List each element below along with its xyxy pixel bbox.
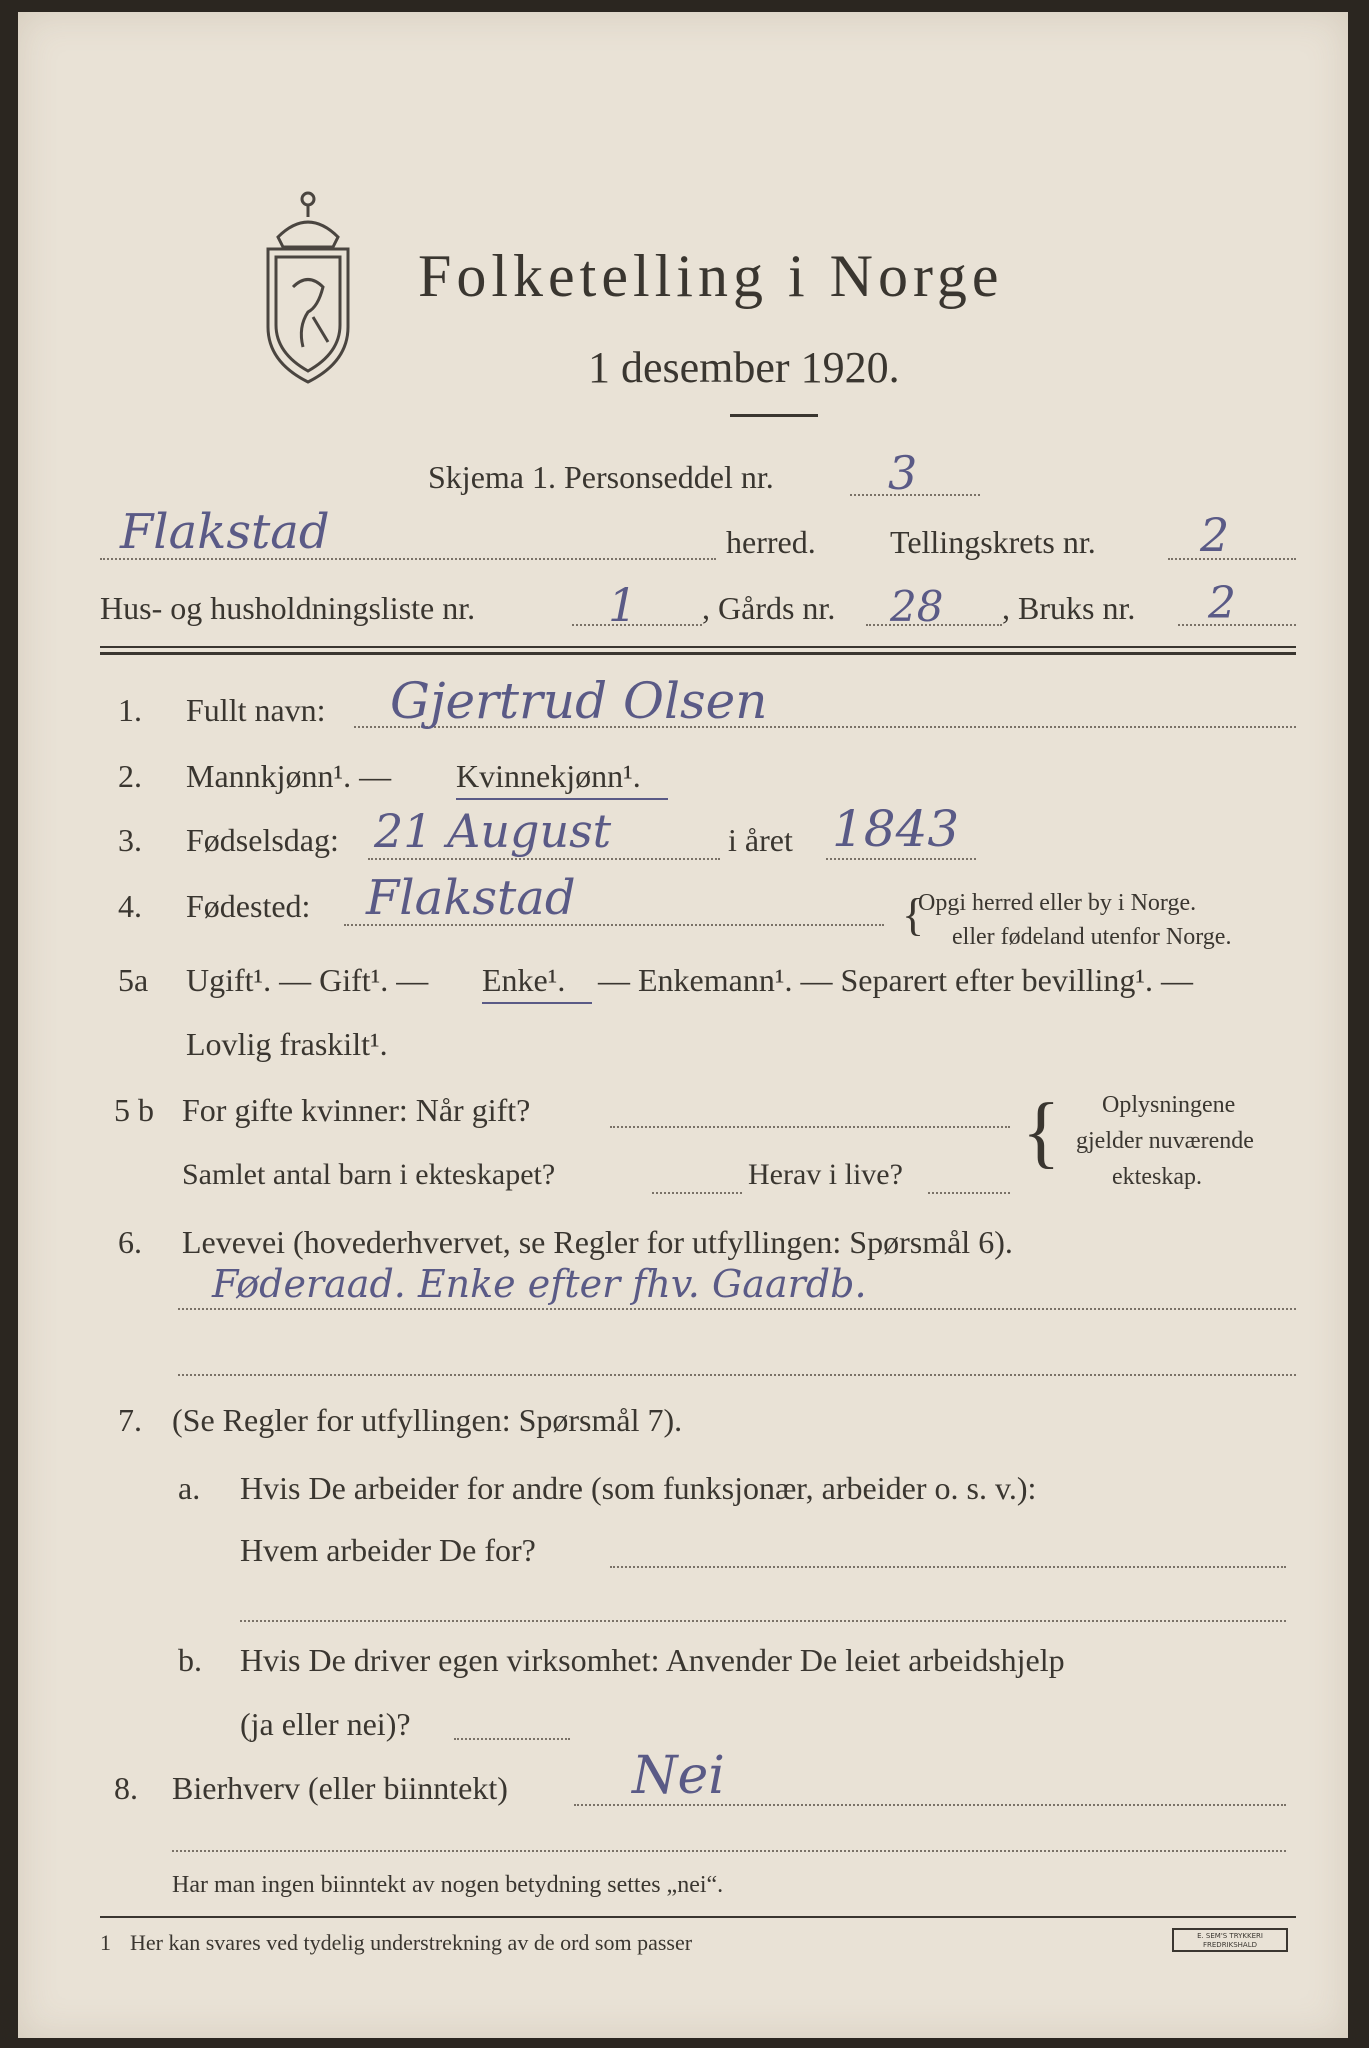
q1-value: Gjertrud Olsen (390, 672, 768, 730)
form-title: Folketelling i Norge (418, 243, 1004, 309)
q6-value: Føderaad. Enke efter fhv. Gaardb. (212, 1262, 867, 1306)
q8-number: 8. (114, 1770, 138, 1806)
q5b-label-married: For gifte kvinner: Når gift? (182, 1092, 531, 1128)
q3-year-label: i året (728, 822, 793, 858)
header-rule-top (100, 646, 1296, 648)
q5b-note-2: gjelder nuværende (1076, 1128, 1254, 1154)
q5a-number: 5a (118, 962, 149, 998)
q5b-brace: { (1022, 1088, 1061, 1176)
q3-year-value: 1843 (832, 800, 960, 858)
q5b-note-1: Oplysningene (1102, 1092, 1236, 1118)
q3-label: Fødselsdag: (186, 822, 339, 858)
q2-underline (456, 798, 668, 800)
schema-label: Skjema 1. Personseddel nr. (428, 459, 774, 495)
q6-number: 6. (118, 1224, 142, 1260)
q4-number: 4. (118, 888, 142, 924)
q7b-line (454, 1738, 570, 1740)
gards-value: 28 (890, 582, 944, 631)
q7a-text-2: Hvem arbeider De for? (240, 1532, 536, 1568)
q3-value: 21 August (374, 804, 612, 858)
q5a-underline (482, 1002, 592, 1004)
q6-line-1 (178, 1308, 1296, 1310)
title-divider (730, 414, 818, 417)
q7-label: (Se Regler for utfyllingen: Spørsmål 7). (172, 1402, 683, 1438)
q4-brace: { (902, 889, 925, 940)
q3-line (368, 858, 720, 860)
q2-option-female: Kvinnekjønn¹. (456, 758, 641, 794)
q6-label: Levevei (hovederhvervet, se Regler for utfyllingen: Spørsmål 6). (182, 1224, 1013, 1260)
q5a-options-c: — Enkemann¹. — Separert efter bevilling¹. — (598, 962, 1194, 998)
bruks-value: 2 (1208, 578, 1236, 629)
q6-line-2 (178, 1374, 1296, 1376)
footnote-rule (100, 1916, 1296, 1918)
header-rule-bottom (100, 652, 1296, 655)
q3-year-line (826, 858, 976, 860)
q7b-text: Hvis De driver egen virksomhet: Anvender De leiet arbeidshjelp (240, 1642, 1065, 1678)
gards-label: , Gårds nr. (702, 590, 836, 626)
tellingskrets-label: Tellingskrets nr. (890, 524, 1096, 560)
income-note: Har man ingen biinntekt av nogen betydning settes „nei“. (172, 1872, 724, 1898)
q5b-married-line (610, 1126, 1010, 1128)
q7b-letter: b. (178, 1642, 202, 1678)
husliste-value: 1 (608, 578, 638, 632)
bruks-label: , Bruks nr. (1002, 590, 1136, 626)
q5a-options-a: Ugift¹. — Gift¹. — (186, 962, 429, 998)
q7a-letter: a. (178, 1470, 201, 1506)
q5b-label-alive: Herav i live? (748, 1158, 903, 1191)
q1-number: 1. (118, 692, 142, 728)
q8-label: Bierhverv (eller biinntekt) (172, 1770, 508, 1806)
q5b-children-line (652, 1192, 742, 1194)
q5b-alive-line (928, 1192, 1010, 1194)
q1-label: Fullt navn: (186, 692, 326, 728)
q7b-text-2: (ja eller nei)? (240, 1706, 411, 1742)
herred-label: herred. (726, 524, 816, 560)
q8-line-2 (172, 1850, 1286, 1852)
tellingskrets-line (1168, 558, 1296, 560)
printer-stamp (1172, 1928, 1288, 1952)
q7-number: 7. (118, 1402, 142, 1438)
husliste-label: Hus- og husholdningsliste nr. (100, 590, 476, 626)
q4-note-2: eller fødeland utenfor Norge. (952, 924, 1232, 950)
norway-coat-of-arms-icon (248, 177, 368, 387)
tellingskrets-value: 2 (1200, 508, 1230, 562)
herred-value: Flakstad (120, 504, 330, 560)
printer-stamp-text: E. SEM'S TRYKKERI FREDRIKSHALD (1197, 1932, 1263, 1949)
q5b-note-3: ekteskap. (1112, 1164, 1202, 1190)
q5b-number: 5 b (114, 1092, 154, 1128)
q5b-label-children: Samlet antal barn i ekteskapet? (182, 1158, 556, 1191)
q3-number: 3. (118, 822, 142, 858)
q4-label: Fødested: (186, 888, 311, 924)
q8-value: Nei (632, 1746, 725, 1806)
q7a-line-2 (240, 1620, 1286, 1622)
q2-number: 2. (118, 758, 142, 794)
footnote-text: Her kan svares ved tydelig understrekning av de ord som passer (130, 1930, 693, 1955)
q4-value: Flakstad (366, 870, 576, 926)
bruks-line (1178, 624, 1296, 626)
q7a-text: Hvis De arbeider for andre (som funksjonær, arbeider o. s. v.): (240, 1470, 1037, 1506)
q5a-option-enke: Enke¹. (482, 962, 566, 998)
census-form (18, 12, 1348, 2038)
form-date: 1 desember 1920. (588, 343, 900, 392)
q2-option-male: Mannkjønn¹. — (186, 758, 392, 794)
footnote-marker: 1 (100, 1930, 111, 1955)
q7a-line-1 (610, 1566, 1286, 1568)
person-nr-value: 3 (888, 446, 918, 500)
q5a-options-d: Lovlig fraskilt¹. (186, 1026, 388, 1062)
q4-note-1: Opgi herred eller by i Norge. (918, 890, 1197, 916)
